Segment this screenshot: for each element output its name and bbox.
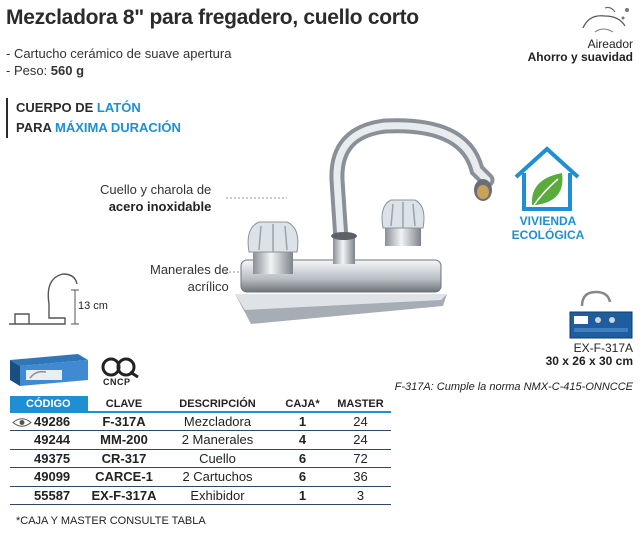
- cell-master: 3: [330, 486, 391, 505]
- table-row: [10, 486, 391, 505]
- cell-caja: 6: [275, 449, 330, 468]
- house-leaf-icon: [510, 143, 584, 213]
- faucet-illustration: [225, 110, 515, 330]
- cell-codigo: 49099: [10, 468, 88, 487]
- callout-manerales-line1: Manerales de: [150, 262, 229, 277]
- callout-cuello-line1: Cuello y charola de: [100, 182, 212, 197]
- cell-clave: F-317A: [88, 412, 160, 431]
- cuerpo-laton-callout: [6, 98, 181, 138]
- eye-icon: [12, 417, 32, 428]
- spec-peso-value: 560 g: [50, 63, 85, 78]
- table-row: [10, 412, 391, 431]
- table-row: [10, 431, 391, 450]
- cuerpo-line-1: [16, 98, 181, 118]
- cell-master: 24: [330, 412, 391, 431]
- vivienda-ecologica-label: [500, 214, 596, 242]
- table-row: [10, 468, 391, 487]
- cell-descripcion: 2 Cartuchos: [160, 468, 275, 487]
- callout-manerales-line2: acrílico: [187, 279, 229, 294]
- cell-clave: CR-317: [88, 449, 160, 468]
- cuerpo-line-1b: LATÓN: [96, 100, 141, 115]
- cell-master: 24: [330, 431, 391, 450]
- page-title: Mezcladora 8" para fregadero, cuello corto: [6, 6, 419, 29]
- cell-clave: CARCE-1: [88, 468, 160, 487]
- spec-peso: [6, 63, 84, 78]
- header-master: MASTER: [330, 396, 391, 412]
- spec-peso-label: - Peso:: [6, 63, 51, 78]
- cell-descripcion: Exhibidor: [160, 486, 275, 505]
- cncp-logo: [100, 356, 140, 378]
- header-caja: CAJA*: [275, 396, 330, 412]
- cell-master: 36: [330, 468, 391, 487]
- table-row: [10, 449, 391, 468]
- aireador-subtitle: Ahorro y suavidad: [527, 50, 633, 64]
- footnote: *CAJA Y MASTER CONSULTE TABLA: [16, 515, 206, 527]
- cell-codigo: 55587: [10, 486, 88, 505]
- exhibidor-illustration: [568, 288, 634, 340]
- cuerpo-line-1a: CUERPO DE: [16, 100, 97, 115]
- vivienda-line2: ECOLÓGICA: [511, 228, 585, 242]
- cell-descripcion: Mezcladora: [160, 412, 275, 431]
- dimension-height-label: 13 cm: [78, 300, 108, 312]
- vivienda-line1: VIVIENDA: [519, 214, 577, 228]
- cell-codigo-value: 49286: [34, 414, 71, 429]
- cell-clave: MM-200: [88, 431, 160, 450]
- table-header-row: [10, 396, 391, 412]
- exhibidor-dimensions: 30 x 26 x 30 cm: [545, 354, 633, 368]
- callout-manerales: [150, 261, 229, 295]
- cell-clave: EX-F-317A: [88, 486, 160, 505]
- cell-descripcion: Cuello: [160, 449, 275, 468]
- exhibidor-model: EX-F-317A: [573, 341, 633, 355]
- callout-cuello: [100, 181, 211, 215]
- cell-master: 72: [330, 449, 391, 468]
- callout-cuello-line2: acero inoxidable: [108, 199, 212, 214]
- cell-codigo: 49375: [10, 449, 88, 468]
- aireador-title: Aireador: [587, 37, 633, 51]
- product-box-illustration: [8, 352, 90, 388]
- cell-codigo: 49244: [10, 431, 88, 450]
- norma-note: F-317A: Cumple la norma NMX-C-415-ONNCCE: [394, 381, 633, 393]
- header-codigo: CÓDIGO: [10, 396, 88, 412]
- cuerpo-line-2: [16, 118, 181, 138]
- spec-cartucho: - Cartucho cerámico de suave apertura: [6, 46, 232, 61]
- cell-caja: 6: [275, 468, 330, 487]
- cuerpo-line-2b: MÁXIMA DURACIÓN: [55, 120, 181, 135]
- faucet-dimension-drawing: [5, 268, 105, 328]
- aireador-caption: [528, 38, 633, 64]
- cell-descripcion: 2 Manerales: [160, 431, 275, 450]
- cell-caja: 1: [275, 486, 330, 505]
- cncp-label: CNCP: [103, 377, 131, 387]
- cell-caja: 1: [275, 412, 330, 431]
- product-table: [10, 396, 391, 505]
- header-descripcion: DESCRIPCIÓN: [160, 396, 275, 412]
- cell-codigo: [10, 412, 88, 431]
- cuerpo-line-2a: PARA: [16, 120, 55, 135]
- header-clave: CLAVE: [88, 396, 160, 412]
- cell-caja: 4: [275, 431, 330, 450]
- aireador-illustration: [575, 4, 635, 40]
